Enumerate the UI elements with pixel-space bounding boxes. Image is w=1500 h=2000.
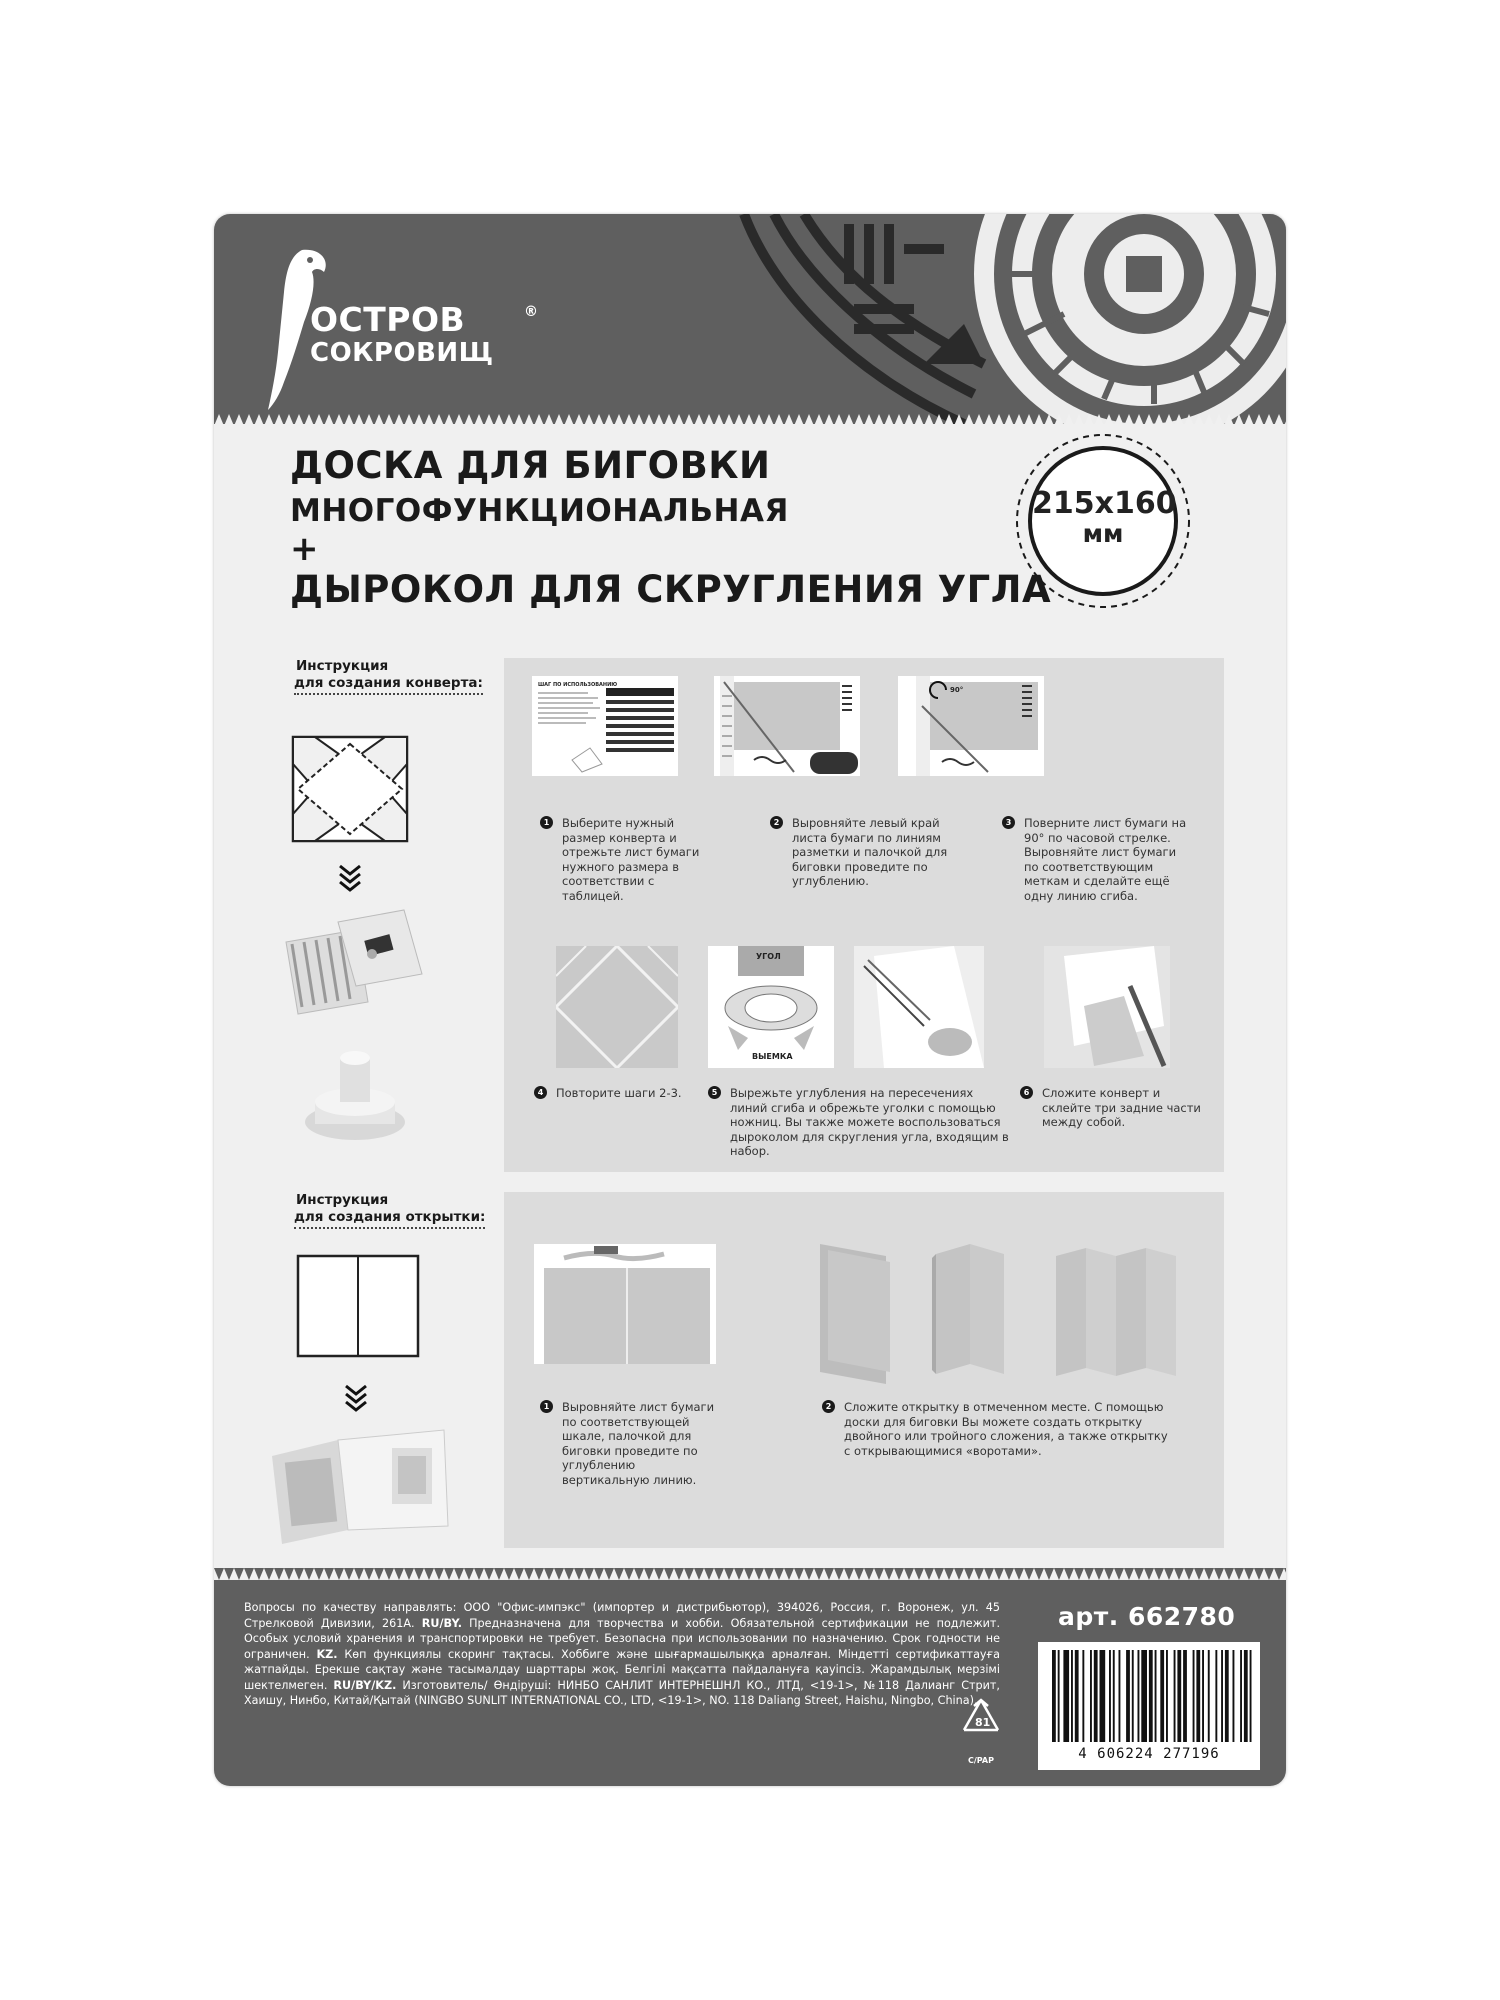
recycle-code: 81 — [975, 1716, 991, 1729]
legal-part-bold: RU/BY/KZ. — [333, 1678, 397, 1692]
brand-line1: ОСТРОВ — [310, 300, 466, 339]
step-number: 3 — [1002, 816, 1015, 829]
zigzag-edge — [214, 1568, 1286, 1582]
barcode-bar — [1094, 1650, 1098, 1742]
card-label-line2: для создания открытки: — [294, 1209, 485, 1229]
barcode-bar — [1221, 1650, 1223, 1742]
brand-logo-text — [310, 300, 539, 368]
footer-band — [214, 1580, 1286, 1786]
fold-lines-thumbnail — [556, 946, 678, 1068]
arrow-down-icon — [344, 1384, 368, 1412]
step-text: Выберите нужный размер конверта и отрежьте лист бумаги нужного размера в соответствии с таблицей. — [562, 816, 700, 903]
card-diagram — [296, 1254, 420, 1358]
zigzag-edge — [214, 412, 1286, 426]
barcode-bar — [1126, 1650, 1130, 1742]
barcode-number: 4 606224 277196 — [1078, 1746, 1220, 1762]
envelope-step-6 — [1023, 1086, 1212, 1130]
envelope-step-3 — [1005, 816, 1194, 903]
size-table-thumbnail — [532, 676, 678, 776]
barcode-bar — [1240, 1650, 1242, 1742]
corner-label-bottom: ВЫЕМКА — [752, 1052, 793, 1061]
corner-punch-photo — [300, 1046, 410, 1144]
recycle-label: C/PAP — [968, 1756, 994, 1765]
envelope-instruction-label — [294, 658, 483, 695]
ornament-pattern — [734, 214, 1286, 424]
article-number: арт. 662780 — [1058, 1602, 1236, 1631]
barcode-bar — [1058, 1650, 1060, 1742]
envelope-label-line2: для создания конверта: — [294, 675, 483, 695]
barcode-bar — [1149, 1650, 1153, 1742]
barcode-bar — [1208, 1650, 1210, 1742]
scoring-board-thumbnail — [714, 676, 860, 776]
step-text: Повторите шаги 2-3. — [556, 1086, 682, 1100]
envelope-diagram — [290, 734, 410, 844]
envelope-step-4 — [537, 1086, 696, 1101]
card-step-2 — [825, 1400, 1174, 1458]
barcode-bar — [1141, 1650, 1147, 1742]
barcode-bar — [1250, 1650, 1252, 1742]
arrow-down-icon — [338, 864, 362, 892]
barcode-bar — [1052, 1650, 1056, 1742]
size-badge — [1028, 446, 1178, 596]
step-number: 5 — [708, 1086, 721, 1099]
registered-mark: ® — [524, 304, 539, 320]
legal-part-bold: RU/BY. — [421, 1616, 462, 1630]
envelope-step-2 — [773, 816, 952, 889]
card-steps-panel — [504, 1192, 1224, 1548]
card-board-thumbnail — [534, 1244, 716, 1364]
title-line-2: МНОГОФУНКЦИОНАЛЬНАЯ — [290, 493, 789, 529]
product-card — [214, 214, 1286, 1786]
barcode-bar — [1196, 1650, 1200, 1742]
step-number: 1 — [540, 1400, 553, 1413]
barcode-bar — [1174, 1650, 1176, 1742]
legal-part: Вопросы по качеству направлять: ООО "Офис-импэкс" (импортер и дистрибьютор), 394026, Россия, г. Воронеж, ул. 45 Стрелковой Дивизии, 261А. — [244, 1601, 1000, 1630]
step-number: 1 — [540, 816, 553, 829]
barcode-bar — [1160, 1650, 1164, 1742]
envelope-steps-panel — [504, 658, 1224, 1172]
fold-variants-illustration — [816, 1244, 1196, 1384]
barcode-bars — [1038, 1642, 1260, 1746]
envelope-step-5 — [711, 1086, 1010, 1159]
step-text: Поверните лист бумаги на 90° по часовой стрелке. Выровняйте лист бумаги по соответствующим меткам и сделайте ещё одну линию сгиба. — [1024, 816, 1187, 903]
size-value: 215х160 — [1032, 486, 1177, 521]
barcode-bar — [1075, 1650, 1079, 1742]
step-text: Сложите открытку в отмеченном месте. С помощью доски для биговки Вы можете создать открытку двойного или тройного сложения, а также открытку с открывающимися «воротами». — [844, 1400, 1168, 1458]
barcode-bar — [1082, 1650, 1084, 1742]
barcode-bar — [1063, 1650, 1069, 1742]
step-text: Выровняйте лист бумаги по соответствующей шкале, палочкой для биговки проведите по углублению вертикальную линию. — [562, 1400, 715, 1487]
barcode-bar — [1202, 1650, 1204, 1742]
product-title — [290, 442, 1051, 614]
barcode-bar — [1132, 1650, 1134, 1742]
step-number: 6 — [1020, 1086, 1033, 1099]
barcode-bar — [1090, 1650, 1092, 1742]
step-text: Выровняйте левый край листа бумаги по линиям разметки и палочкой для биговки проведите по углублению. — [792, 816, 948, 888]
barcode-bar — [1215, 1650, 1217, 1742]
card-photo — [268, 1426, 450, 1546]
envelope-label-line1: Инструкция — [296, 658, 389, 674]
barcode — [1038, 1642, 1260, 1770]
step-number: 4 — [534, 1086, 547, 1099]
size-table-title: ШАГ ПО ИСПОЛЬЗОВАНИЮ — [538, 682, 618, 688]
legal-part: Изготовитель/ Өндіруші: НИНБО САНЛИТ ИНТЕРНЕШНЛ КО., ЛТД, <19-1>, №118 Далианг Стрит, Хаишу, Нинбо, Китай/Қытай (NINGBO SUNLIT INTERNATIONAL CO., LTD, <19-1>, NO. 118 Daliang Street, Haishu, Ningbo, China). — [244, 1678, 1000, 1707]
rotate-degree-label: 90° — [950, 686, 964, 694]
barcode-bar — [1119, 1650, 1121, 1742]
title-line-1: ДОСКА ДЛЯ БИГОВКИ — [290, 444, 771, 487]
barcode-bar — [1193, 1650, 1195, 1742]
envelope-step-1 — [543, 816, 702, 903]
envelopes-photo — [276, 902, 432, 1022]
fold-envelope-thumbnail — [1044, 946, 1170, 1068]
barcode-bar — [1138, 1650, 1140, 1742]
legal-text — [244, 1600, 1000, 1709]
legal-part-bold: KZ. — [316, 1647, 338, 1661]
card-label-line1: Инструкция — [296, 1192, 389, 1208]
brand-line2: СОКРОВИЩ — [310, 338, 494, 368]
corner-label-top: УГОЛ — [756, 952, 781, 961]
title-line-3: ДЫРОКОЛ ДЛЯ СКРУГЛЕНИЯ УГЛА — [290, 568, 1052, 611]
barcode-bar — [1183, 1650, 1187, 1742]
barcode-bar — [1177, 1650, 1181, 1742]
scissors-thumbnail — [854, 946, 984, 1068]
corner-punch-thumbnail — [708, 946, 834, 1068]
title-plus: + — [290, 529, 319, 569]
barcode-bar — [1109, 1650, 1111, 1742]
step-number: 2 — [770, 816, 783, 829]
header-band — [214, 214, 1286, 424]
barcode-bar — [1225, 1650, 1229, 1742]
barcode-bar — [1113, 1650, 1115, 1742]
card-instruction-label — [294, 1192, 485, 1229]
barcode-bar — [1166, 1650, 1168, 1742]
size-unit: мм — [1082, 519, 1124, 548]
barcode-bar — [1071, 1650, 1073, 1742]
barcode-bar — [1100, 1650, 1106, 1742]
step-text: Сложите конверт и склейте три задние части между собой. — [1042, 1086, 1201, 1129]
rotate-sheet-thumbnail — [898, 676, 1044, 776]
legal-part: Предназначена для творчества и хобби. Обязательной сертификации не подлежит. Особых условий хранения и транспортировки не требует. Безопасна при использовании по назначению. Срок годности не ограничен. — [244, 1616, 1001, 1661]
barcode-bar — [1155, 1650, 1157, 1742]
barcode-bar — [1233, 1650, 1235, 1742]
card-step-1 — [543, 1400, 722, 1487]
step-number: 2 — [822, 1400, 835, 1413]
step-text: Вырежьте углубления на пересечениях линий сгиба и обрежьте уголки с помощью ножниц. Вы также можете воспользоваться дыроколом для скругления угла, входящим в набор. — [730, 1086, 1009, 1158]
barcode-bar — [1244, 1650, 1248, 1742]
legal-part: Көп функциялы скоринг тақтасы. Хоббиге және шығармашылыққа арналған. Міндетті сертификаттауға жатпайды. Ерекше сақтау және тасымалдау шарттары жоқ. Белгілі мақсатта пайдалануға қауіпсіз. Жарамдылық мерзімі шектелмеген. — [244, 1647, 1000, 1692]
